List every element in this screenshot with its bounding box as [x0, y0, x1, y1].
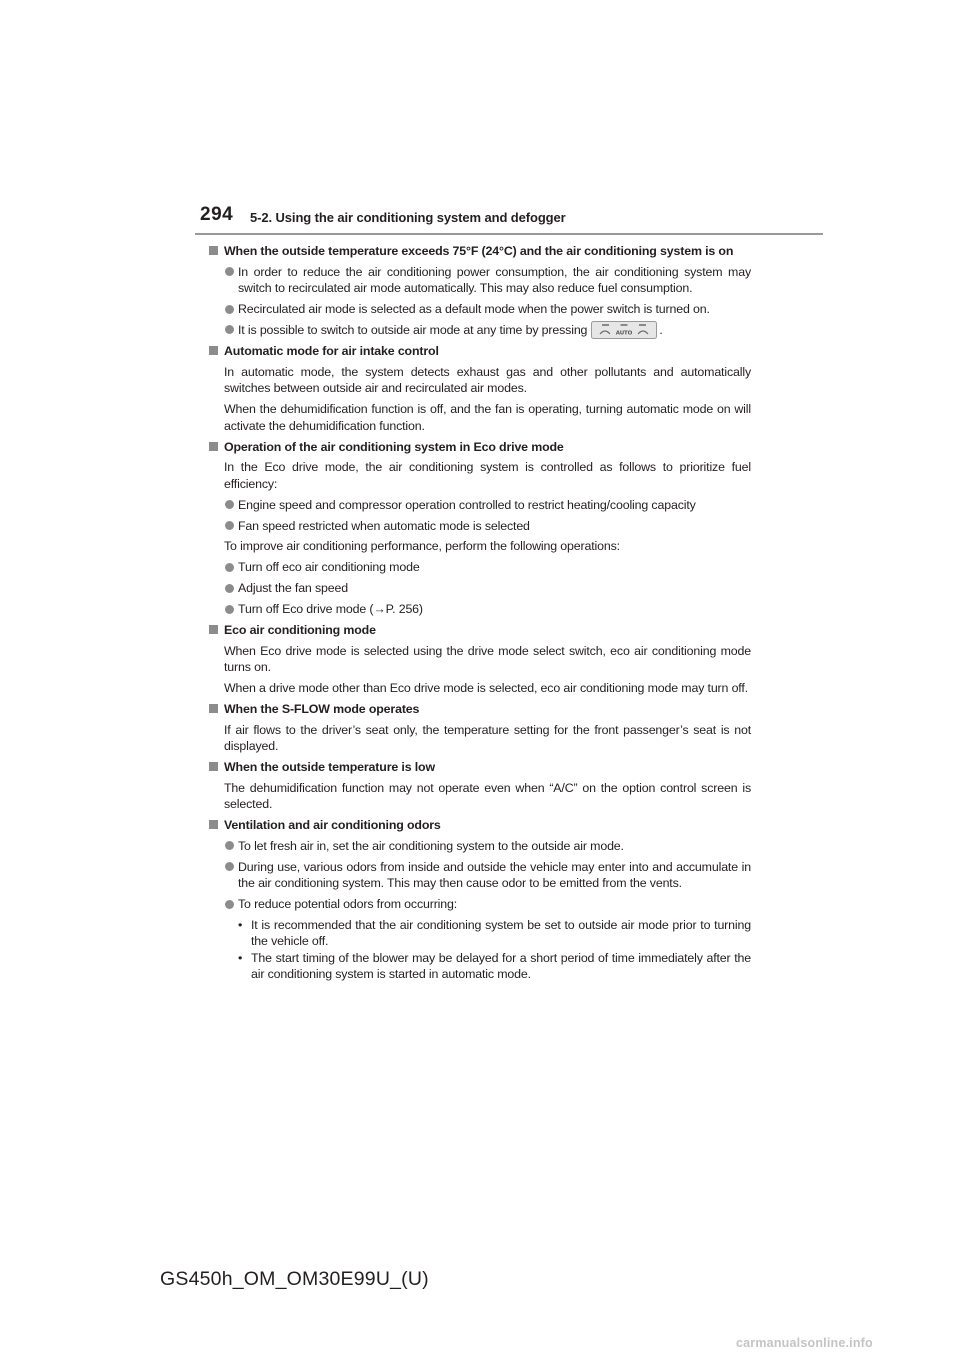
paragraph	[209, 722, 751, 755]
item-text: Recirculated air mode is selected as a default mode when the power switch is turned on.	[238, 302, 710, 317]
section-heading-text: Automatic mode for air intake control	[224, 344, 439, 359]
square-bullet-icon	[209, 625, 218, 634]
section-heading-text: When the S-FLOW mode operates	[224, 701, 420, 716]
button-icon-label: AUTO	[616, 330, 633, 337]
item-text: During use, various odors from inside and outside the vehicle may enter into and accumulate in the air conditioning system. This may then cause odor to be emitted from the vents.	[238, 859, 751, 891]
manual-code: GS450h_OM_OM30E99U_(U)	[160, 1268, 429, 1290]
item-text: It is possible to switch to outside air mode at any time by pressing	[238, 322, 588, 337]
sub-bullet-mark: •	[238, 950, 243, 965]
bullet-item	[209, 264, 751, 297]
paragraph	[209, 780, 751, 813]
item-text: Engine speed and compressor operation controlled to restrict heating/cooling capacity	[238, 497, 696, 512]
watermark: carmanualsonline.info	[736, 1336, 873, 1350]
item-text: Adjust the fan speed	[238, 581, 348, 596]
round-bullet-icon	[225, 305, 234, 314]
square-bullet-icon	[209, 346, 218, 355]
section-title: 5-2. Using the air conditioning system and defogger	[250, 210, 566, 225]
section-heading-text: Ventilation and air conditioning odors	[224, 818, 441, 833]
bullet-item	[209, 322, 751, 339]
section-heading	[209, 759, 751, 775]
header-divider	[195, 233, 823, 235]
page-number: 294	[200, 204, 234, 225]
item-text: Turn off eco air conditioning mode	[238, 560, 420, 575]
page-header	[200, 204, 822, 232]
round-bullet-icon	[225, 584, 234, 593]
paragraph	[209, 680, 751, 696]
bullet-item	[209, 601, 751, 617]
section-heading-text: When the outside temperature is low	[224, 760, 435, 775]
bullet-item	[209, 301, 751, 317]
section-heading-text: When the outside temperature exceeds 75°F (24°C) and the air conditioning system is on	[224, 244, 734, 258]
round-bullet-icon	[225, 521, 234, 530]
item-text: It is recommended that the air conditioning system be set to outside air mode prior to turning the vehicle off.	[251, 917, 751, 949]
item-text: If air flows to the driver’s seat only, the temperature setting for the front passenger’s seat is not displayed.	[224, 722, 751, 754]
section-heading	[209, 243, 751, 259]
item-text: The dehumidification function may not operate even when “A/C” on the option control screen is selected.	[224, 780, 751, 812]
air-intake-auto-button-icon	[591, 321, 657, 339]
paragraph	[209, 459, 751, 492]
round-bullet-icon	[225, 605, 234, 614]
item-text: When the dehumidification function is off, and the fan is operating, turning automatic mode on will activate the dehumidification function.	[224, 402, 751, 433]
item-text: When Eco drive mode is selected using the drive mode select switch, eco air conditioning mode turns on.	[224, 643, 751, 675]
paragraph	[209, 401, 751, 434]
section-heading	[209, 622, 751, 638]
round-bullet-icon	[225, 563, 234, 572]
bullet-item	[209, 580, 751, 596]
bullet-item	[209, 859, 751, 892]
page-content	[209, 243, 751, 982]
square-bullet-icon	[209, 762, 218, 771]
round-bullet-icon	[225, 267, 234, 276]
item-text: To reduce potential odors from occurring:	[238, 897, 458, 912]
item-text: Turn off Eco drive mode (→P. 256)	[238, 602, 423, 617]
square-bullet-icon	[209, 704, 218, 713]
paragraph	[209, 364, 751, 397]
paragraph	[209, 538, 751, 554]
sub-bullet-item	[209, 917, 751, 950]
section-heading-text: Operation of the air conditioning system in Eco drive mode	[224, 439, 564, 454]
paragraph	[209, 643, 751, 676]
item-text: Fan speed restricted when automatic mode is selected	[238, 518, 530, 533]
item-text: In order to reduce the air conditioning power consumption, the air conditioning system may switch to recirculated air mode automatically. This may also reduce fuel consumption.	[238, 264, 751, 296]
item-text: In automatic mode, the system detects exhaust gas and other pollutants and automatically switches between outside air and recirculated air modes.	[224, 365, 751, 396]
item-text: To improve air conditioning performance, perform the following operations:	[224, 539, 620, 554]
bullet-item	[209, 497, 751, 513]
round-bullet-icon	[225, 500, 234, 509]
item-text: To let fresh air in, set the air conditioning system to the outside air mode.	[238, 838, 624, 853]
square-bullet-icon	[209, 246, 218, 255]
item-text: When a drive mode other than Eco drive mode is selected, eco air conditioning mode may turn off.	[224, 681, 748, 696]
bullet-item	[209, 518, 751, 534]
section-heading	[209, 343, 751, 359]
section-heading-text: Eco air conditioning mode	[224, 622, 376, 637]
item-text-end: .	[659, 322, 663, 337]
round-bullet-icon	[225, 841, 234, 850]
square-bullet-icon	[209, 442, 218, 451]
section-heading	[209, 701, 751, 717]
bullet-item	[209, 559, 751, 575]
item-text: In the Eco drive mode, the air conditioning system is controlled as follows to prioritize fuel efficiency:	[224, 460, 751, 491]
round-bullet-icon	[225, 900, 234, 909]
section-heading	[209, 439, 751, 455]
sub-bullet-item	[209, 950, 751, 983]
sub-bullet-mark: •	[238, 917, 243, 932]
section-heading	[209, 817, 751, 833]
bullet-item	[209, 838, 751, 854]
round-bullet-icon	[225, 325, 234, 334]
round-bullet-icon	[225, 862, 234, 871]
item-text: The start timing of the blower may be delayed for a short period of time immediately after the air conditioning system is started in automatic mode.	[251, 950, 751, 981]
bullet-item	[209, 896, 751, 912]
square-bullet-icon	[209, 820, 218, 829]
